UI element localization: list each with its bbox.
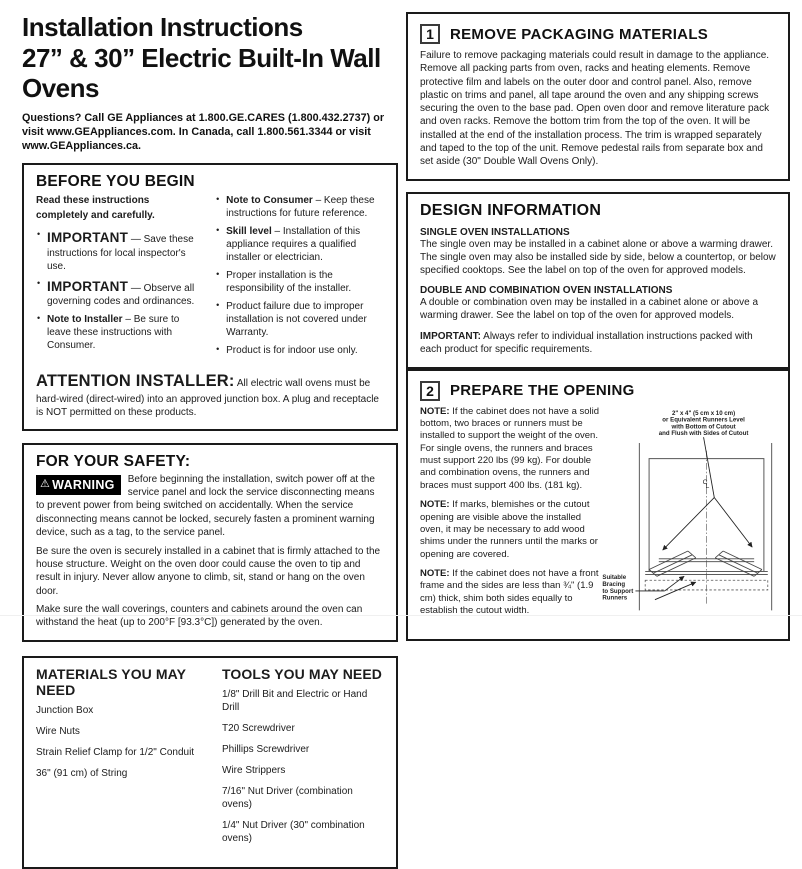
step1-section (406, 12, 790, 181)
bullet-lead: IMPORTANT (47, 278, 129, 294)
safety-paragraph-2: Be sure the oven is securely installed in a cabinet that is firmly attached to the house structure. Weight on the oven door could cause the oven to tip and result in injury. Never allow anyone to climb, sit, stand or hang on the oven door. (36, 545, 381, 597)
bullet-lead: Note to Consumer (226, 195, 313, 207)
before-you-begin-left-list (36, 229, 201, 352)
list-item: Junction Box (36, 704, 94, 716)
page-title-line1: Installation Instructions (22, 12, 303, 42)
page-bottom-edge (0, 615, 802, 616)
right-runner (715, 551, 762, 576)
page-title-line2: 27” & 30” Electric Built-In Wall Ovens (22, 42, 381, 104)
cabinet-walls (639, 443, 771, 610)
attention-installer-lead: ATTENTION INSTALLER: (36, 372, 235, 391)
list-item: 1/8" Drill Bit and Electric or Hand Drill (222, 688, 368, 713)
list-item (36, 278, 201, 309)
list-item (215, 344, 384, 357)
runner-label-line2: or Equivalent Runners Level (662, 416, 745, 424)
materials-column (36, 666, 212, 853)
bullet-text: — Save these instructions for local inspector's use. (47, 234, 194, 272)
step2-note-1 (420, 406, 600, 492)
before-you-begin-right-list (215, 194, 384, 357)
materials-heading: MATERIALS YOU MAY NEED (36, 665, 186, 698)
tools-heading: TOOLS YOU MAY NEED (222, 665, 382, 682)
note-lead: NOTE: (420, 405, 450, 417)
attention-installer-text: All electric wall ovens must be hard-wired (direct-wired) into an approved junction box. A plug and receptacle is NOT permitted on these products. (36, 378, 379, 418)
list-item: T20 Screwdriver (222, 722, 295, 734)
right-column (406, 12, 790, 652)
single-oven-text: The single oven may be installed in a cabinet alone or above a warming drawer. The single oven may also be installed side by side, below a countertop, or below specified cooktops. See the label on top of the oven for approved models. (420, 238, 776, 277)
list-item (215, 225, 384, 264)
double-oven-subheading: DOUBLE AND COMBINATION OVEN INSTALLATIONS (420, 284, 673, 296)
bullet-text: Product is for indoor use only. (226, 345, 358, 357)
step1-heading: REMOVE PACKAGING MATERIALS (450, 25, 709, 43)
single-oven-subheading: SINGLE OVEN INSTALLATIONS (420, 226, 570, 238)
tools-column (222, 666, 384, 853)
cutout-diagram-svg (600, 408, 776, 624)
tools-list (222, 688, 384, 845)
page-title (22, 12, 398, 104)
bullet-text: Proper installation is the responsibility of the installer. (226, 270, 352, 295)
note-text: If marks, blemishes or the cutout opening are visible above the installed oven, it may be necessary to add wood shims under the runners until the marks or opening are covered. (420, 499, 598, 560)
note-text: If the cabinet does not have a solid bottom, two braces or runners must be installed to support the weight of the oven. For single ovens, the runners and braces must support 220 lbs (99 kg). For double and combination ovens, the runners and braces must support 400 lbs. (181 kg). (420, 405, 600, 491)
step2-notes (420, 406, 600, 629)
bracing-label-line4: Runners (602, 594, 628, 602)
list-item: 7/16" Nut Driver (combination ovens) (222, 785, 353, 810)
before-you-begin-intro: Read these instructions completely and carefully. (36, 195, 155, 221)
runner-label-line1: 2" x 4" (5 cm x 10 cm) (671, 409, 736, 417)
masthead (22, 12, 398, 153)
bullet-text: — Observe all governing codes and ordinances. (47, 282, 195, 308)
warning-triangle-icon: ⚠ (40, 478, 51, 491)
list-item: Strain Relief Clamp for 1/2" Conduit (36, 746, 195, 758)
safety-text-1: Before beginning the installation, switch power off at the service panel and lock the service disconnecting means to prevent power from being switched on accidentally. When the service disconnecting means cannot be locked, securely fasten a prominent warning device, such as a tag, to the service panel. (36, 473, 375, 539)
list-item (36, 313, 201, 352)
bullet-lead: Note to Installer (47, 314, 123, 326)
contact-info: Questions? Call GE Appliances at 1.800.GE.CARES (1.800.432.2737) or visit www.GEAppliances.com. In Canada, call 1.800.561.3344 or visit www.GEAppliances.ca. (22, 112, 385, 153)
list-item (36, 229, 201, 273)
list-item (215, 194, 384, 220)
bullet-text: – Installation of this appliance requires a qualified installer or electrician. (226, 226, 361, 264)
runner-label-line3: with Bottom of Cutout (671, 423, 736, 431)
for-your-safety-heading: FOR YOUR SAFETY: (36, 452, 191, 470)
safety-paragraph-3: Make sure the wall coverings, counters and cabinets around the oven can withstand the heat (up to 200°F [93.3°C]) generated by the oven. (36, 604, 363, 629)
before-you-begin-section (22, 163, 398, 430)
warning-badge (36, 475, 121, 496)
left-column (22, 12, 398, 869)
note-lead: NOTE: (420, 499, 450, 511)
cutout-diagram (600, 406, 776, 629)
before-you-begin-left (36, 194, 201, 362)
safety-paragraph-1 (36, 473, 384, 540)
list-item: Wire Strippers (222, 764, 286, 776)
step2-heading: PREPARE THE OPENING (450, 382, 635, 400)
bullet-text: – Keep these instructions for future reference. (226, 195, 375, 220)
design-information-heading: DESIGN INFORMATION (420, 201, 602, 219)
step2-note-3 (420, 568, 600, 617)
list-item: Wire Nuts (36, 725, 80, 737)
list-item: 36" (91 cm) of String (36, 767, 128, 779)
before-you-begin-heading: BEFORE YOU BEGIN (36, 173, 195, 191)
bullet-lead: IMPORTANT (47, 230, 129, 246)
materials-tools-section (22, 656, 398, 869)
bracing-label-line2: Bracing (602, 580, 626, 588)
bullet-text: Product failure due to improper installation is not covered under Warranty. (226, 301, 367, 339)
list-item (215, 300, 384, 339)
list-item: 1/4" Nut Driver (30" combination ovens) (222, 819, 365, 844)
bullet-lead: Skill level (226, 226, 272, 238)
centerline-symbol-c: C (702, 478, 708, 486)
important-text: Always refer to individual installation instructions packed with each product for specific requirements. (420, 331, 753, 356)
step2-note-2 (420, 499, 600, 561)
attention-installer-note (36, 371, 384, 418)
runner-label-line4: and Flush with Sides of Cutout (658, 429, 749, 437)
design-information-section (406, 192, 790, 369)
materials-list (36, 704, 212, 780)
left-runner (649, 551, 696, 576)
note-text: If the cabinet does not have a front frame and the sides are less than ¾" (1.9 cm) thick, shim both sides equally to establish the cutout width. (420, 567, 599, 616)
step1-number-badge: 1 (420, 24, 440, 44)
bracing-label-line3: to Support (602, 587, 634, 595)
centerline-symbol-l: L (705, 482, 710, 490)
list-item: Phillips Screwdriver (222, 743, 310, 755)
important-lead: IMPORTANT: (420, 331, 481, 343)
bracing-label-line1: Suitable (602, 573, 627, 581)
note-lead: NOTE: (420, 567, 450, 579)
warning-badge-label: WARNING (52, 477, 115, 492)
step2-section (406, 369, 790, 641)
list-item (215, 269, 384, 295)
step1-body: Failure to remove packaging materials could result in damage to the appliance. Remove all packing parts from oven, racks and heating elements. Remove protective film and labels on the outer door and control panel. Also, remove plastic on trims and panel, all tape around the oven and any shipping screws securing the oven to the base pad. Open oven door and remove literature pack and oven racks. Remove the bottom trim from the top of the oven. It will be installed at the end of the installation process. The trim is wrapped separately and taped to the top of the unit. Remove pedestal rails from separate box and set aside (30" Double Wall Ovens Only). (420, 50, 770, 168)
runner-leader-arrows (663, 437, 753, 550)
before-you-begin-right (215, 194, 384, 362)
design-important-note (420, 330, 776, 357)
bullet-text: – Be sure to leave these instructions with Consumer. (47, 314, 180, 352)
step2-number-badge: 2 (420, 381, 440, 401)
double-oven-text: A double or combination oven may be installed in a cabinet alone or above a warming drawer. See the label on top of the oven for approved models. (420, 296, 759, 321)
for-your-safety-section (22, 443, 398, 642)
